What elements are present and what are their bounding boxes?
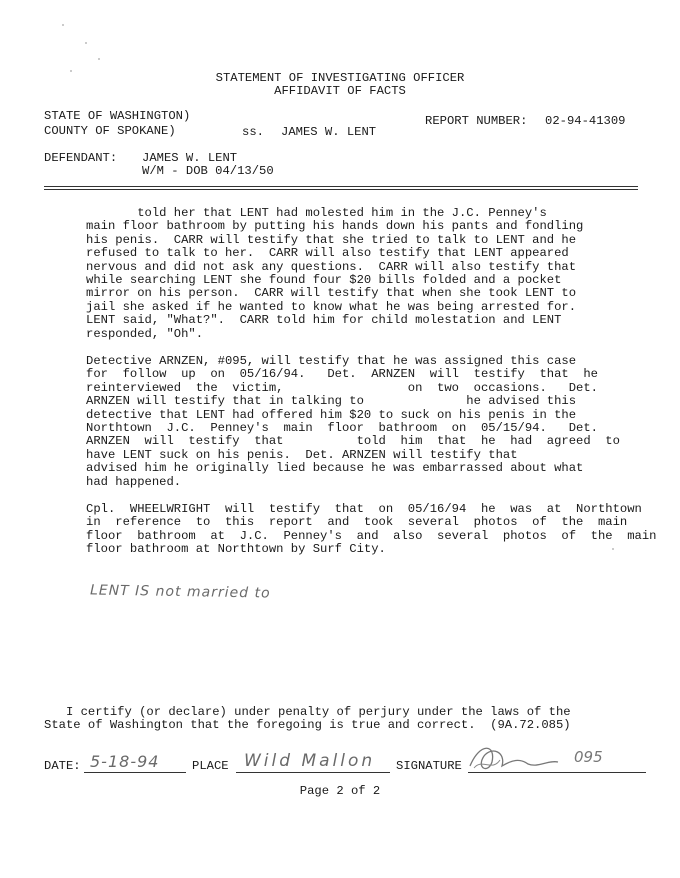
text-line: LENT said, "What?". CARR told him for child molestation and LENT — [86, 313, 562, 328]
paragraph-wheelwright-testimony — [86, 502, 657, 557]
scan-speck — [85, 42, 87, 44]
text-line: jail she asked if he wanted to know what he was being arrested for. — [86, 299, 577, 314]
signature-underline — [468, 772, 646, 773]
scan-speck — [612, 548, 614, 550]
report-number-label: REPORT NUMBER: — [425, 114, 528, 128]
caption-name: JAMES W. LENT — [281, 125, 377, 139]
header-divider — [44, 186, 638, 187]
text-line: told her that LENT had molested him in the J.C. Penney's — [86, 206, 547, 220]
signature-label: SIGNATURE — [396, 759, 462, 773]
document-subtitle: AFFIDAVIT OF FACTS — [274, 84, 406, 98]
date-underline — [84, 772, 186, 773]
place-underline — [236, 772, 390, 773]
scan-speck — [98, 58, 100, 60]
caption-county: COUNTY OF SPOKANE) — [44, 124, 176, 138]
text-line: detective that LENT had offered him $20 to suck on his penis in the — [86, 407, 577, 422]
defendant-label: DEFENDANT: — [44, 151, 118, 165]
document-title: STATEMENT OF INVESTIGATING OFFICER — [215, 71, 465, 85]
text-line: responded, "Oh". — [86, 326, 204, 341]
text-line: ARNZEN will testify that told him that he had agreed to — [86, 434, 620, 449]
signature-badge-number: 095 — [574, 748, 603, 766]
text-line: had happened. — [86, 474, 182, 489]
defendant-info: W/M - DOB 04/13/50 — [142, 164, 274, 178]
text-line: mirror on his person. CARR will testify that when she took LENT to — [86, 286, 577, 301]
text-line: Detective ARNZEN, #095, will testify that he was assigned this case — [86, 354, 577, 368]
paragraph-arnzen-testimony — [86, 354, 620, 489]
text-line: for follow up on 05/16/94. Det. ARNZEN will testify that he — [86, 367, 598, 382]
text-line: Northtown J.C. Penney's main floor bathroom on 05/15/94. Det. — [86, 421, 598, 436]
place-value: Wild Mallon — [244, 751, 376, 771]
text-line: his penis. CARR will testify that she tried to talk to LENT and he — [86, 232, 577, 247]
caption-ss: ss. — [242, 125, 264, 139]
handwritten-note: LENT IS not married to — [89, 582, 271, 602]
certification-line-1: I certify (or declare) under penalty of perjury under the laws of the — [44, 705, 571, 719]
page-number: Page 2 of 2 — [299, 784, 381, 798]
text-line: nervous and did not ask any questions. CARR will also testify that — [86, 259, 577, 274]
text-line: Cpl. WHEELWRIGHT will testify that on 05/16/94 he was at Northtown — [86, 502, 642, 516]
paragraph-carr-testimony — [86, 207, 608, 341]
text-line: main floor bathroom by putting his hands down his pants and fondling — [86, 219, 584, 234]
text-line: floor bathroom at J.C. Penney's and also several photos of the main — [86, 528, 657, 543]
certification-line-2: State of Washington that the foregoing is true and correct. (9A.72.085) — [44, 718, 571, 732]
text-line: advised him he originally lied because he was embarrassed about what — [86, 461, 584, 476]
text-line: floor bathroom at Northtown by Surf City. — [86, 542, 386, 557]
header-divider-2 — [44, 189, 638, 190]
text-line: refused to talk to her. CARR will also testify that LENT appeared — [86, 246, 569, 261]
report-number: 02-94-41309 — [545, 114, 626, 128]
date-value: 5-18-94 — [90, 752, 160, 771]
text-line: have LENT suck on his penis. Det. ARNZEN will testify that — [86, 447, 518, 462]
scan-speck — [62, 24, 64, 26]
defendant-name: JAMES W. LENT — [142, 151, 238, 165]
text-line: ARNZEN will testify that in talking to he advised this — [86, 394, 577, 409]
text-line: reinterviewed the victim, on two occasions. Det. — [86, 380, 598, 395]
text-line: in reference to this report and took several photos of the main — [86, 515, 628, 530]
text-line: while searching LENT she found four $20 bills folded and a pocket — [86, 273, 562, 288]
date-label: DATE: — [44, 759, 81, 773]
caption-state: STATE OF WASHINGTON) — [44, 109, 191, 123]
place-label: PLACE — [192, 759, 229, 773]
